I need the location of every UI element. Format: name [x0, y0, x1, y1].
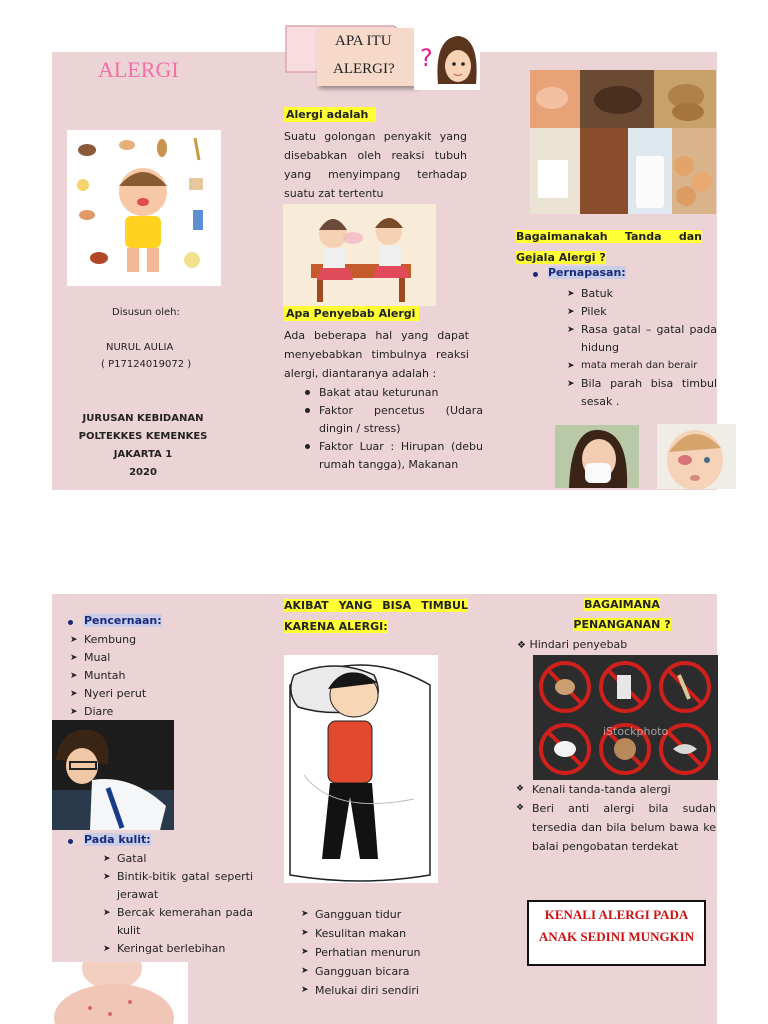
- bullet-dot-icon: [533, 272, 538, 277]
- list-item: ➤ Rasa gatal – gatal pada hidung: [567, 323, 717, 354]
- breathing-label: Pernapasan:: [548, 266, 626, 279]
- list-item: ➤ Diare: [70, 703, 230, 721]
- breathing-section: [533, 266, 626, 279]
- arrow-bullet-icon: ➤: [301, 985, 309, 995]
- list-item: ➤ Melukai diri sendiri: [301, 981, 461, 1000]
- institution-block: [67, 410, 219, 482]
- header-line-1: APA ITU: [335, 33, 392, 49]
- closing-message: KENALI ALERGI PADA ANAK SEDINI MUNGKIN: [538, 907, 695, 944]
- definition-text: Suatu golongan penyakit yang disebabkan oleh reaksi tubuh yang menyimpang terhadap suatu zat tertentu: [284, 130, 467, 200]
- handling-list: [516, 780, 716, 856]
- author-id: ( P17124019072 ): [101, 359, 192, 370]
- digestion-list: [70, 631, 230, 721]
- digestion-section: [68, 614, 162, 627]
- list-item: ➤ mata merah dan berair: [567, 357, 717, 375]
- effects-heading: [284, 595, 468, 637]
- allergen-food-collage: [530, 70, 716, 214]
- list-item: ➤ Kesulitan makan: [301, 924, 461, 943]
- list-item: ➤ Gatal: [103, 850, 253, 868]
- no-symbol-icon: [533, 655, 718, 780]
- arrow-bullet-icon: ➤: [301, 928, 309, 938]
- handling-heading-line: BAGAIMANA: [584, 598, 660, 611]
- list-item: ➤ Pilek: [567, 303, 717, 321]
- list-item: ➤ Mual: [70, 649, 230, 667]
- list-item: Faktor Luar : Hirupan (debu rumah tangga), Makanan: [305, 438, 483, 474]
- list-item: Faktor pencetus (Udara dingin / stress): [305, 402, 483, 438]
- sleepless-boy-illustration: [284, 655, 438, 883]
- definition-heading: [284, 108, 376, 121]
- diamond-bullet-icon: ❖: [516, 803, 525, 813]
- arrow-bullet-icon: ➤: [103, 944, 111, 954]
- allergy-child-illustration: [67, 130, 221, 286]
- bullet-dot-icon: [68, 839, 73, 844]
- list-item: ➤ Bintik-bitik gatal seperti jerawat: [103, 870, 253, 901]
- list-item: ➤ Gangguan tidur: [301, 905, 461, 924]
- arrow-bullet-icon: ➤: [70, 689, 78, 699]
- list-item: ➤ Perhatian menurun: [301, 943, 461, 962]
- author-name: NURUL AULIA: [106, 342, 174, 353]
- bullet-dot-icon: [305, 390, 310, 395]
- list-item: ➤ Bila parah bisa timbul sesak .: [567, 377, 717, 408]
- institution-line: JURUSAN KEBIDANAN: [82, 413, 204, 424]
- sneezing-children-illustration: [283, 204, 436, 306]
- list-item: ❖ Beri anti alergi bila sudah tersedia dan bila belum bawa ke balai pengobatan terdekat: [516, 799, 716, 856]
- stock-watermark: iStockphoto: [603, 725, 669, 738]
- arrow-bullet-icon: ➤: [103, 908, 111, 918]
- list-item: Bakat atau keturunan: [305, 384, 483, 402]
- handling-heading: [530, 595, 714, 635]
- handling-heading-line: PENANGANAN ?: [573, 618, 671, 631]
- skin-list: [103, 850, 253, 958]
- boy-swollen-eye-photo: [657, 424, 736, 489]
- arrow-bullet-icon: ➤: [301, 909, 309, 919]
- cause-heading: [284, 307, 419, 320]
- skin-section: [68, 833, 151, 846]
- symptom-heading-text: Bagaimanakah Tanda dan Gejala Alergi ?: [516, 230, 702, 264]
- arrow-bullet-icon: ➤: [567, 307, 575, 317]
- cause-list: [305, 384, 483, 474]
- cause-text: Ada beberapa hal yang dapat menyebabkan timbulnya reaksi alergi, diantaranya adalah :: [284, 329, 469, 380]
- svg-text:?: ?: [420, 44, 433, 72]
- arrow-bullet-icon: ➤: [70, 671, 78, 681]
- girl-sneezing-photo: [555, 425, 639, 488]
- breathing-list: [567, 285, 717, 411]
- list-item: ➤ Bercak kemerahan pada kulit: [103, 906, 253, 937]
- digestion-label: Pencernaan:: [84, 614, 162, 627]
- institution-line: 2020: [129, 467, 157, 478]
- effects-heading-text: AKIBAT YANG BISA TIMBUL KARENA ALERGI:: [284, 599, 468, 633]
- diamond-bullet-icon: ❖: [516, 784, 525, 794]
- arrow-bullet-icon: ➤: [567, 325, 575, 335]
- diamond-bullet-icon: ❖: [517, 640, 526, 651]
- definition-heading-text: Alergi adalah: [284, 107, 376, 122]
- arrow-bullet-icon: ➤: [301, 966, 309, 976]
- brand-title: ALERGI: [98, 57, 179, 82]
- header-line-2: ALERGI?: [333, 61, 395, 77]
- list-item: ❖ Kenali tanda-tanda alergi: [516, 780, 716, 799]
- effects-list: [301, 905, 461, 1000]
- arrow-bullet-icon: ➤: [301, 947, 309, 957]
- symptom-heading: [516, 226, 702, 268]
- list-item: ➤ Nyeri perut: [70, 685, 230, 703]
- arrow-bullet-icon: ➤: [567, 379, 575, 389]
- institution-line: JAKARTA 1: [113, 449, 173, 460]
- arrow-bullet-icon: ➤: [567, 289, 575, 299]
- author-label: Disusun oleh:: [112, 307, 180, 318]
- bullet-dot-icon: [305, 444, 310, 449]
- arrow-bullet-icon: ➤: [103, 872, 111, 882]
- bullet-dot-icon: [305, 408, 310, 413]
- list-item: ➤ Kembung: [70, 631, 230, 649]
- list-item: ➤ Batuk: [567, 285, 717, 303]
- closing-message-box: [527, 900, 706, 966]
- cause-heading-text: Apa Penyebab Alergi: [284, 306, 419, 321]
- arrow-bullet-icon: ➤: [70, 707, 78, 717]
- thinking-girl-image: [414, 28, 480, 90]
- arrow-bullet-icon: ➤: [103, 854, 111, 864]
- list-item: ➤ Gangguan bicara: [301, 962, 461, 981]
- arrow-bullet-icon: ➤: [70, 653, 78, 663]
- skin-label: Pada kulit:: [84, 833, 151, 846]
- bullet-dot-icon: [68, 620, 73, 625]
- baby-rash-photo: [40, 962, 188, 1024]
- arrow-bullet-icon: ➤: [70, 635, 78, 645]
- institution-line: POLTEKKES KEMENKES: [78, 431, 208, 442]
- handling-first-item: ❖ Hindari penyebab: [517, 638, 628, 651]
- list-item: ➤ Keringat berlebihan: [103, 940, 253, 958]
- arrow-bullet-icon: ➤: [567, 361, 575, 371]
- avoid-allergens-graphic: [533, 655, 718, 780]
- list-item: ➤ Muntah: [70, 667, 230, 685]
- boy-stomach-ache-photo: [52, 720, 174, 830]
